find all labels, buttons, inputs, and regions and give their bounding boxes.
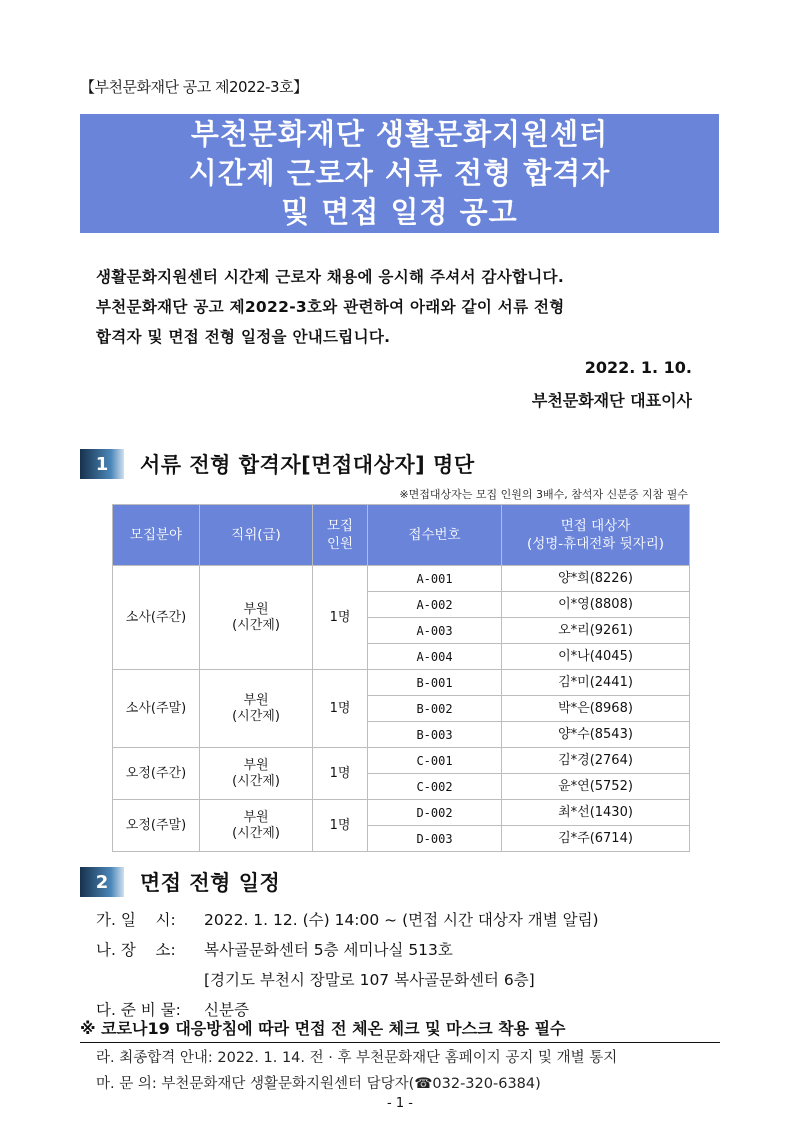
additional-info [96,1045,736,1097]
section-title: 면접 전형 일정 [140,871,281,895]
schedule-item [96,965,736,995]
title-line-3: 및 면접 일정 공고 [281,195,518,229]
table-header-row [113,505,690,566]
schedule-item [96,935,736,965]
page-number: - 1 - [387,1096,413,1111]
cell-quota: 1명 [313,670,368,748]
cell-receipt-number: D-003 [368,826,502,852]
cell-receipt-number: D-002 [368,800,502,826]
header-field: 모집분야 [113,505,200,566]
section-number-badge: 1 [80,449,124,479]
schedule-label [96,965,204,995]
table-note: ※면접대상자는 모집 인원의 3배수, 참석자 신분증 지참 필수 [399,488,688,501]
cell-candidate: 김*경(2764) [502,748,690,774]
cell-position: 부원 (시간제) [200,566,313,670]
notice-number: 【부천문화재단 공고 제2022-3호】 [80,78,308,96]
schedule-value: 신분증 [204,1001,249,1019]
schedule-label: 가. 일 시: [96,911,176,929]
schedule-label: 나. 장 소: [96,941,176,959]
section-number-badge: 2 [80,867,124,897]
header-receipt: 접수번호 [368,505,502,566]
info-label: 라. 최종합격 안내: [96,1050,213,1066]
cell-receipt-number: B-003 [368,722,502,748]
candidate-table [112,504,690,852]
header-quota: 모집 인원 [313,505,368,566]
cell-candidate: 오*리(9261) [502,618,690,644]
cell-candidate: 최*선(1430) [502,800,690,826]
info-item [96,1045,736,1071]
header-position: 직위(급) [200,505,313,566]
intro-paragraph [96,262,706,352]
cell-candidate: 김*미(2441) [502,670,690,696]
cell-candidate: 김*주(6714) [502,826,690,852]
cell-quota: 1명 [313,800,368,852]
schedule-value: 복사골문화센터 5층 세미나실 513호 [204,941,453,959]
schedule-item [96,905,736,935]
cell-candidate: 이*나(4045) [502,644,690,670]
cell-field: 소사(주말) [113,670,200,748]
cell-receipt-number: A-002 [368,592,502,618]
schedule-label: 다. 준 비 물: [96,1001,181,1019]
info-value: 2022. 1. 14. 전 · 후 부천문화재단 홈페이지 공지 및 개별 통지 [217,1050,618,1066]
cell-field: 소사(주간) [113,566,200,670]
table-row [113,748,690,774]
section-title: 서류 전형 합격자[면접대상자] 명단 [140,453,475,477]
info-label: 마. 문 의: [96,1076,157,1092]
cell-receipt-number: A-003 [368,618,502,644]
table-row [113,800,690,826]
intro-line-3: 합격자 및 면접 전형 일정을 안내드립니다. [96,328,391,346]
schedule-value: [경기도 부천시 장말로 107 복사골문화센터 6층] [204,971,535,989]
cell-candidate: 양*희(8226) [502,566,690,592]
covid-notice: ※ 코로나19 대응방침에 따라 면접 전 체온 체크 및 마스크 착용 필수 [80,1018,720,1043]
announcement-date: 2022. 1. 10. [584,358,692,377]
cell-receipt-number: C-001 [368,748,502,774]
cell-quota: 1명 [313,748,368,800]
intro-line-2: 부천문화재단 공고 제2022-3호와 관련하여 아래와 같이 서류 전형 [96,298,565,316]
cell-receipt-number: B-001 [368,670,502,696]
section-1-header [80,449,475,479]
title-line-2: 시간제 근로자 서류 전형 합격자 [188,156,611,190]
schedule-value: 2022. 1. 12. (수) 14:00 ~ (면접 시간 대상자 개별 알림) [204,911,599,929]
cell-receipt-number: A-001 [368,566,502,592]
cell-candidate: 양*수(8543) [502,722,690,748]
cell-quota: 1명 [313,566,368,670]
cell-position: 부원 (시간제) [200,670,313,748]
cell-candidate: 윤*연(5752) [502,774,690,800]
cell-receipt-number: C-002 [368,774,502,800]
cell-field: 오정(주말) [113,800,200,852]
interview-schedule [96,905,736,1025]
intro-line-1: 생활문화지원센터 시간제 근로자 채용에 응시해 주셔서 감사합니다. [96,268,565,286]
info-value: 부천문화재단 생활문화지원센터 담당자(☎032-320-6384) [161,1076,541,1092]
title-line-1: 부천문화재단 생활문화지원센터 [190,117,609,151]
cell-position: 부원 (시간제) [200,748,313,800]
header-candidate: 면접 대상자 (성명-휴대전화 뒷자리) [502,505,690,566]
cell-candidate: 박*은(8968) [502,696,690,722]
page-title [80,114,719,233]
section-2-header [80,867,280,897]
cell-position: 부원 (시간제) [200,800,313,852]
table-row [113,670,690,696]
info-item [96,1071,736,1097]
cell-candidate: 이*영(8808) [502,592,690,618]
table-row [113,566,690,592]
cell-field: 오정(주간) [113,748,200,800]
signer: 부천문화재단 대표이사 [531,391,692,410]
cell-receipt-number: A-004 [368,644,502,670]
cell-receipt-number: B-002 [368,696,502,722]
